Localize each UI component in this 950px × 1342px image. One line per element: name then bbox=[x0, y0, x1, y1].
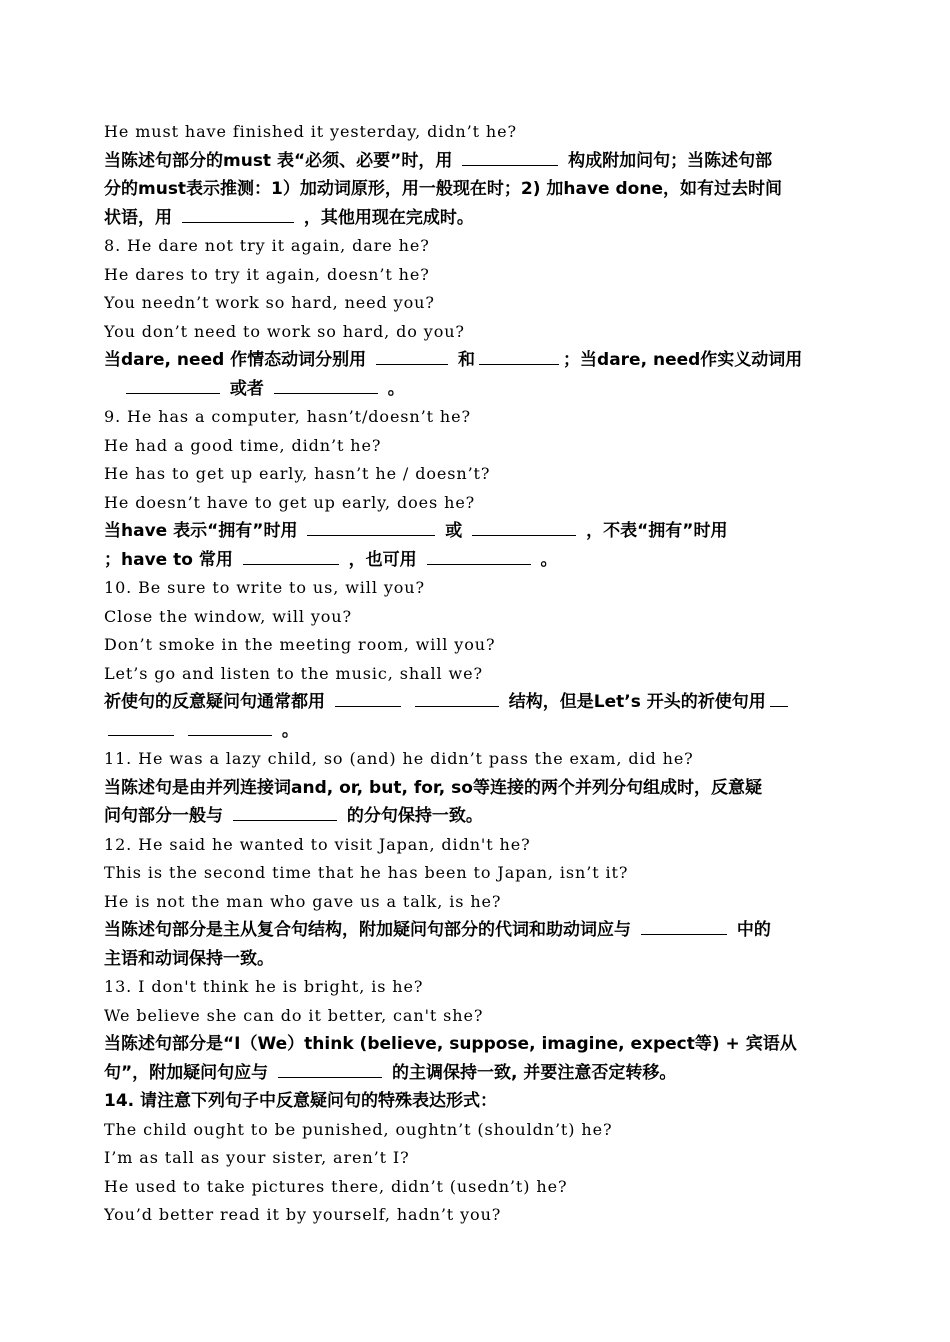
example-sentence: He dares to try it again, doesn’t he? bbox=[104, 264, 430, 284]
example-sentence: 10. Be sure to write to us, will you? bbox=[104, 578, 425, 597]
document-page bbox=[104, 118, 849, 1230]
example-sentence: 12. He said he wanted to visit Japan, didn't he? bbox=[104, 834, 531, 854]
example-sentence: He had a good time, didn’t he? bbox=[104, 435, 382, 455]
rule-text: ，不表“拥有”时用 bbox=[580, 521, 728, 541]
grammar-rule-line bbox=[104, 204, 849, 233]
example-sentence: 11. He was a lazy child, so (and) he didn’t pass the exam, did he? bbox=[104, 749, 694, 768]
example-sentence: The child ought to be punished, oughtn’t (shouldn’t) he? bbox=[104, 1119, 613, 1139]
fill-in-blank[interactable] bbox=[274, 375, 378, 394]
grammar-rule-line bbox=[104, 546, 849, 575]
rule-text: 当陈述句部分的must 表“必须、必要”时，用 bbox=[104, 150, 459, 171]
example-sentence: He has to get up early, hasn’t he / doesn’t? bbox=[104, 464, 491, 483]
rule-text: 的分句保持一致。 bbox=[340, 806, 483, 826]
example-sentence: He must have finished it yesterday, didn’t he? bbox=[104, 122, 517, 141]
fill-in-blank[interactable] bbox=[243, 546, 339, 565]
fill-in-blank[interactable] bbox=[770, 688, 788, 707]
fill-in-blank[interactable] bbox=[278, 1059, 382, 1078]
grammar-rule-line bbox=[104, 717, 849, 746]
rule-text: 状语，用 bbox=[104, 207, 178, 228]
rule-text: 分的must表示推测：1）加动词原形，用一般现在时；2) 加have done，如有过去时间 bbox=[104, 179, 782, 199]
fill-in-blank[interactable] bbox=[376, 346, 448, 365]
fill-in-blank[interactable] bbox=[415, 688, 499, 707]
grammar-rule-line bbox=[104, 774, 849, 803]
example-sentence: 9. He has a computer, hasn’t/doesn’t he? bbox=[104, 407, 471, 426]
fill-in-blank[interactable] bbox=[472, 517, 576, 536]
fill-in-blank[interactable] bbox=[462, 147, 558, 166]
rule-text: 祈使句的反意疑问句通常都用 bbox=[104, 692, 331, 712]
fill-in-blank[interactable] bbox=[182, 204, 294, 223]
grammar-rule-line bbox=[104, 346, 849, 375]
fill-in-blank[interactable] bbox=[233, 802, 337, 821]
grammar-rule-line bbox=[104, 175, 849, 204]
example-sentence: He is not the man who gave us a talk, is he? bbox=[104, 891, 502, 911]
rule-text: 。 bbox=[275, 720, 299, 741]
fill-in-blank[interactable] bbox=[126, 375, 220, 394]
rule-text: 结构，但是Let’s 开头的祈使句用 bbox=[502, 692, 766, 712]
example-sentence: He doesn’t have to get up early, does he? bbox=[104, 492, 476, 512]
grammar-rule-line bbox=[104, 945, 849, 974]
example-sentence: 13. I don't think he is bright, is he? bbox=[104, 977, 424, 996]
rule-text: 或 bbox=[439, 521, 469, 541]
example-sentence: You don’t need to work so hard, do you? bbox=[104, 321, 465, 341]
rule-text: 当陈述句部分是“I（We）think (believe, suppose, imagine, expect等) + 宾语从 bbox=[104, 1034, 797, 1054]
rule-text: 当have 表示“拥有”时用 bbox=[104, 521, 304, 541]
rule-text: 当dare, need 作情态动词分别用 bbox=[104, 350, 373, 370]
rule-text bbox=[405, 692, 411, 712]
rule-text: 或者 bbox=[224, 378, 270, 399]
fill-in-blank[interactable] bbox=[479, 346, 559, 365]
grammar-rule-line bbox=[104, 802, 849, 831]
fill-in-blank[interactable] bbox=[307, 517, 435, 536]
rule-text: ，其他用现在完成时。 bbox=[297, 207, 474, 228]
grammar-rule-line bbox=[104, 688, 849, 717]
example-sentence: Close the window, will you? bbox=[104, 606, 352, 626]
example-sentence: You needn’t work so hard, need you? bbox=[104, 293, 435, 312]
rule-text: 。 bbox=[534, 549, 558, 570]
fill-in-blank[interactable] bbox=[641, 916, 727, 935]
example-sentence: Don’t smoke in the meeting room, will you? bbox=[104, 635, 496, 654]
rule-text: 主语和动词保持一致。 bbox=[104, 948, 274, 969]
rule-text: 的主调保持一致, 并要注意否定转移。 bbox=[386, 1062, 677, 1083]
rule-text: 。 bbox=[381, 378, 405, 399]
example-sentence: This is the second time that he has been to Japan, isn’t it? bbox=[104, 863, 629, 882]
rule-text: 句”，附加疑问句应与 bbox=[104, 1062, 275, 1083]
rule-text: ；have to 常用 bbox=[104, 549, 239, 570]
rule-text: 和 bbox=[452, 350, 476, 370]
rule-text: ，也可用 bbox=[342, 549, 423, 570]
rule-text bbox=[178, 721, 184, 741]
rule-text: 当陈述句部分是主从复合句结构，附加疑问句部分的代词和助动词应与 bbox=[104, 920, 637, 940]
grammar-rule-line bbox=[104, 1087, 849, 1116]
example-sentence: I’m as tall as your sister, aren’t I? bbox=[104, 1148, 410, 1167]
example-sentence: We believe she can do it better, can't she? bbox=[104, 1005, 484, 1025]
rule-text: 中的 bbox=[730, 920, 771, 940]
example-sentence: He used to take pictures there, didn’t (usedn’t) he? bbox=[104, 1176, 568, 1196]
rule-text: 14. 请注意下列句子中反意疑问句的特殊表达形式： bbox=[104, 1091, 498, 1111]
fill-in-blank[interactable] bbox=[335, 688, 401, 707]
grammar-rule-line bbox=[104, 375, 849, 404]
grammar-rule-line bbox=[104, 147, 849, 176]
rule-text: 当陈述句是由并列连接词and, or, but, for, so等连接的两个并列分句组成时，反意疑 bbox=[104, 777, 762, 798]
example-sentence: You’d better read it by yourself, hadn’t you? bbox=[104, 1205, 502, 1224]
rule-text: 构成附加问句；当陈述句部 bbox=[562, 150, 773, 171]
grammar-rule-line bbox=[104, 1030, 849, 1059]
fill-in-blank[interactable] bbox=[188, 717, 272, 736]
fill-in-blank[interactable] bbox=[427, 546, 531, 565]
grammar-rule-line bbox=[104, 1059, 849, 1088]
grammar-rule-line bbox=[104, 916, 849, 945]
rule-text: 问句部分一般与 bbox=[104, 806, 229, 826]
grammar-rule-line bbox=[104, 517, 849, 546]
example-sentence: Let’s go and listen to the music, shall we? bbox=[104, 663, 483, 683]
rule-text: ；当dare, need作实义动词用 bbox=[563, 350, 803, 370]
example-sentence: 8. He dare not try it again, dare he? bbox=[104, 236, 430, 255]
fill-in-blank[interactable] bbox=[108, 717, 174, 736]
